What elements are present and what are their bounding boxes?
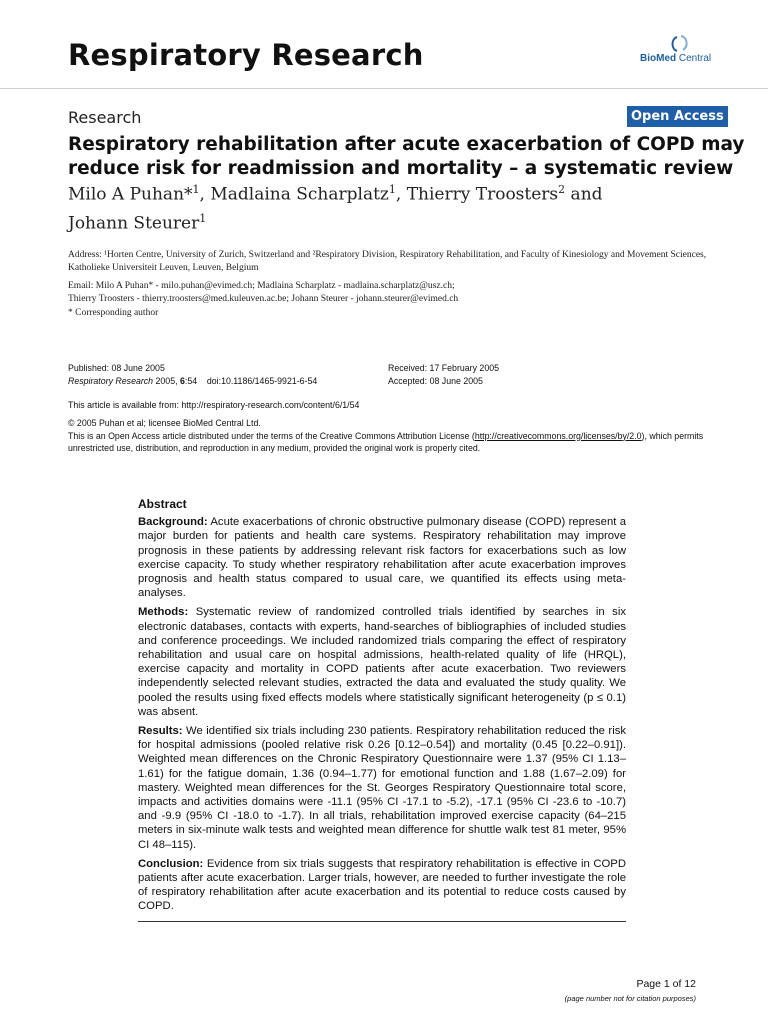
abstract-methods (138, 605, 626, 719)
license-text (68, 430, 708, 455)
abstract-text: Systematic review of randomized controlled trials identified by searches in six electronic databases, contacts with experts, hand-searches of bibliographies of included studies and conference proceedings. We included randomized trials comparing the effect of respiratory rehabilitation and usual care on hospital admissions, health-related quality of life (HRQL), exercise capacity and mortality in COPD patients after acute exacerbation. Two reviewers independently selected relevant studies, extracted the data and evaluated the study quality. We pooled the results using fixed effects models where statistically significant heterogeneity (p ≤ 0.1) was absent. (138, 606, 626, 718)
page-number: Page 1 of 12 (636, 978, 696, 990)
history-dates (388, 362, 588, 388)
affiliation-address: Address: ¹Horten Centre, University of Zurich, Switzerland and ²Respiratory Division, Respiratory Rehabilitation, and Faculty of Kinesiology and Movement Sciences, Katholieke Universiteit Leuven, Leuven, Belgium (68, 250, 707, 273)
accepted-date: Accepted: 08 June 2005 (388, 375, 483, 386)
abstract-label: Results: (138, 725, 183, 738)
email-line: Thierry Troosters - thierry.troosters@med.kuleuven.ac.be; Johann Steurer - johann.steurer@evimed.ch (68, 293, 459, 304)
page-number-note: (page number not for citation purposes) (564, 994, 696, 1003)
article-title: Respiratory rehabilitation after acute exacerbation of COPD may reduce risk for readmission and mortality – a systematic review (68, 134, 745, 179)
author-name: , Thierry Troosters (395, 184, 559, 205)
copyright-line: © 2005 Puhan et al; licensee BioMed Central Ltd. (68, 418, 261, 428)
citation-volume: 6 (179, 375, 185, 386)
abstract-label: Methods: (138, 606, 189, 619)
journal-name: Respiratory Research (68, 38, 424, 72)
corresponding-author-note: * Corresponding author (68, 308, 159, 318)
abstract-label: Background: (138, 516, 208, 529)
citation-year: 2005, (153, 375, 180, 386)
abstract-text: Evidence from six trials suggests that respiratory rehabilitation is effective in COPD patients after acute exacerbation. Larger trials, however, are needed to further investigate the role of respiratory rehabilitation after acute exacerbation and its potential to reduce costs caused by COPD. (138, 857, 626, 913)
author-name: Johann Steurer (68, 213, 200, 234)
author-list (68, 178, 708, 235)
citation-journal: Respiratory Research (68, 375, 154, 386)
author-connector: and (565, 184, 603, 205)
published-date: Published: 08 June 2005 (68, 363, 165, 373)
abstract-background (138, 515, 626, 600)
publisher-logo (638, 34, 712, 74)
abstract-text: We identified six trials including 230 patients. Respiratory rehabilitation reduced the risk for hospital admissions (pooled relative risk 0.26 [0.12–0.54]) and mortality (0.45 [0.22–0.91]). Weighted mean differences on the Chronic Respiratory Questionnaire were 1.37 (95% CI 1.13–1.61) for the fatigue domain, 1.36 (0.94–1.77) for emotional function and 1.88 (1.67–2.09) for mastery. Weighted mean differences for the St. Georges Respiratory Questionnaire total score, impacts and activities domains were -11.1 (95% CI -17.1 to -5.2), -17.1 (95% CI -23.6 to -10.7) and -9.9 (95% CI -18.0 to -1.7). In all trials, rehabilitation improved exercise capacity (64–215 meters in six-minute walk tests and weighted mean difference for shuttle walk test 81 meter, 95% CI 48–115). (138, 725, 626, 851)
license-block (68, 417, 708, 455)
publication-info (68, 362, 378, 388)
author-name: Milo A Puhan* (68, 184, 193, 205)
license-text-start: This is an Open Access article distributed under the terms of the Creative Commons Attribution License ( (68, 430, 475, 441)
header-divider (0, 88, 768, 89)
abstract-results (138, 724, 626, 852)
abstract-text: Acute exacerbations of chronic obstructive pulmonary disease (COPD) represent a major burden for patients and health care systems. Respiratory rehabilitation may improve prognosis in these patients by addressing relevant risk factors for exacerbations such as low exercise capacity. To study whether respiratory rehabilitation after acute exacerbation improves prognosis and health status compared to usual care, we quantified its effects using meta-analyses. (138, 516, 626, 600)
author-affiliation: 2 (558, 183, 566, 196)
availability-url[interactable]: This article is available from: http://respiratory-research.com/content/6/1/54 (68, 400, 360, 410)
license-text-end: ), which permits unrestricted use, distribution, and reproduction in any medium, provided the original work is properly cited. (68, 430, 704, 454)
logo-text-biomed: BioMed (640, 53, 677, 64)
abstract-label: Conclusion: (138, 857, 204, 870)
abstract-box (138, 497, 626, 919)
received-date: Received: 17 February 2005 (388, 363, 500, 373)
abstract-heading: Abstract (138, 497, 187, 511)
article-section-label: Research (68, 108, 142, 127)
logo-text-central: Central (676, 53, 712, 64)
abstract-conclusion (138, 857, 626, 914)
author-name: , Madlaina Scharplatz (199, 184, 389, 205)
citation-doi: :54 doi:10.1186/1465-9921-6-54 (184, 375, 318, 386)
license-link[interactable]: http://creativecommons.org/licenses/by/2.0 (474, 430, 642, 441)
author-affiliation: 1 (388, 183, 396, 196)
author-affiliation: 1 (199, 211, 207, 225)
email-line: Email: Milo A Puhan* - milo.puhan@evimed.ch; Madlaina Scharplatz - madlaina.scharplatz@usz.ch; (68, 281, 455, 291)
author-affiliation: 1 (192, 183, 200, 196)
open-access-badge: Open Access (627, 106, 728, 127)
citation (68, 375, 378, 388)
author-emails (68, 280, 708, 305)
abstract-divider (138, 921, 626, 922)
